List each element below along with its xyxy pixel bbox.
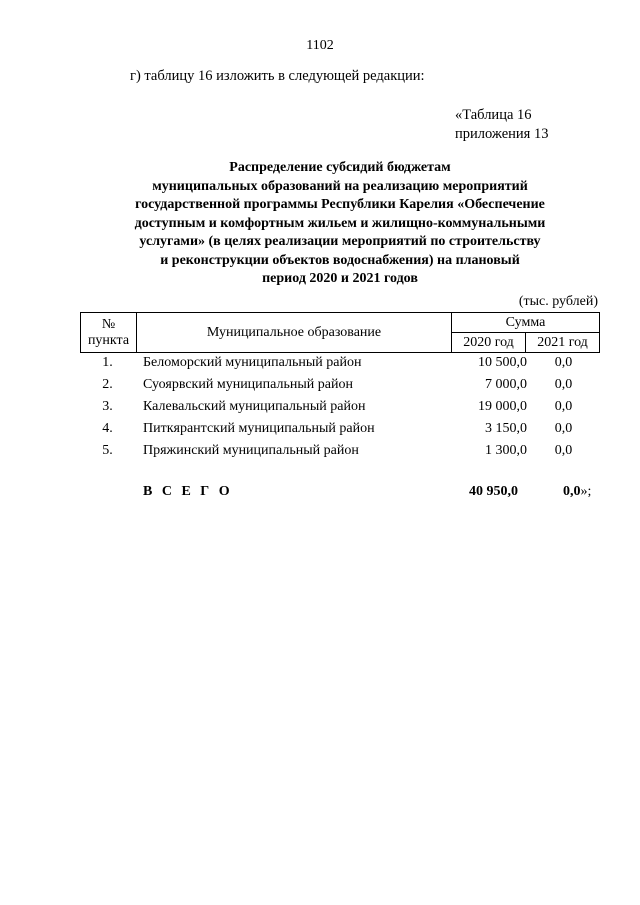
units-label: (тыс. рублей) — [518, 294, 598, 309]
table-row — [80, 440, 600, 462]
row-2020: 3 150,0 — [485, 421, 527, 436]
row-2021: 0,0 — [554, 399, 573, 414]
title-line: муниципальных образований на реализацию мероприятий — [152, 178, 528, 194]
row-num: 4. — [102, 421, 113, 436]
row-name: Питкярантский муниципальный район — [143, 421, 375, 436]
header-num — [81, 313, 137, 353]
table-body — [80, 352, 600, 462]
title-line: и реконструкции объектов водоснабжения) на плановый — [160, 252, 520, 268]
intro-text: г) таблицу 16 изложить в следующей редакции: — [130, 68, 425, 84]
row-num: 5. — [102, 443, 113, 458]
table-row — [80, 418, 600, 440]
total-2021-value: 0,0 — [563, 484, 581, 499]
header-2021: 2021 год — [526, 333, 600, 353]
header-2020: 2020 год — [452, 333, 526, 353]
table-row — [80, 374, 600, 396]
row-name: Калевальский муниципальный район — [143, 399, 366, 414]
total-2020: 40 950,0 — [469, 484, 518, 499]
header-num-line-1: № — [101, 316, 116, 332]
title-line: период 2020 и 2021 годов — [262, 271, 418, 286]
title-line: Распределение субсидий бюджетам — [229, 160, 451, 175]
appendix-note-line-1: «Таблица 16 — [455, 107, 532, 123]
row-2021: 0,0 — [554, 443, 573, 458]
document-title — [80, 159, 600, 289]
row-num: 3. — [102, 399, 113, 414]
header-num-line-2: пункта — [87, 332, 130, 348]
row-num: 2. — [102, 377, 113, 392]
row-2020: 1 300,0 — [485, 443, 527, 458]
page-number: 1102 — [306, 38, 334, 53]
total-row — [80, 484, 600, 506]
row-name: Суоярвский муниципальный район — [143, 377, 353, 392]
row-2021: 0,0 — [554, 377, 573, 392]
row-2020: 10 500,0 — [478, 355, 527, 370]
row-name: Беломорский муниципальный район — [143, 355, 362, 370]
appendix-note — [455, 106, 548, 144]
row-num: 1. — [102, 355, 113, 370]
row-2020: 19 000,0 — [478, 399, 527, 414]
title-line: услугами» (в целях реализации мероприятий по строительству — [139, 234, 541, 249]
title-line: государственной программы Республики Карелия «Обеспечение — [135, 197, 545, 212]
table-row — [80, 352, 600, 374]
header-municipality: Муниципальное образование — [137, 313, 452, 353]
row-2020: 7 000,0 — [485, 377, 527, 392]
row-name: Пряжинский муниципальный район — [143, 443, 359, 458]
total-label: В С Е Г О — [143, 484, 233, 499]
row-2021: 0,0 — [554, 355, 573, 370]
row-2021: 0,0 — [554, 421, 573, 436]
header-sum: Сумма — [452, 313, 600, 333]
table-row — [80, 396, 600, 418]
appendix-note-line-2: приложения 13 — [455, 126, 549, 142]
total-2021 — [563, 484, 591, 500]
total-suffix: »; — [580, 484, 592, 499]
table-header — [80, 312, 600, 353]
title-line: доступным и комфортным жильем и жилищно-коммунальными — [134, 215, 546, 231]
